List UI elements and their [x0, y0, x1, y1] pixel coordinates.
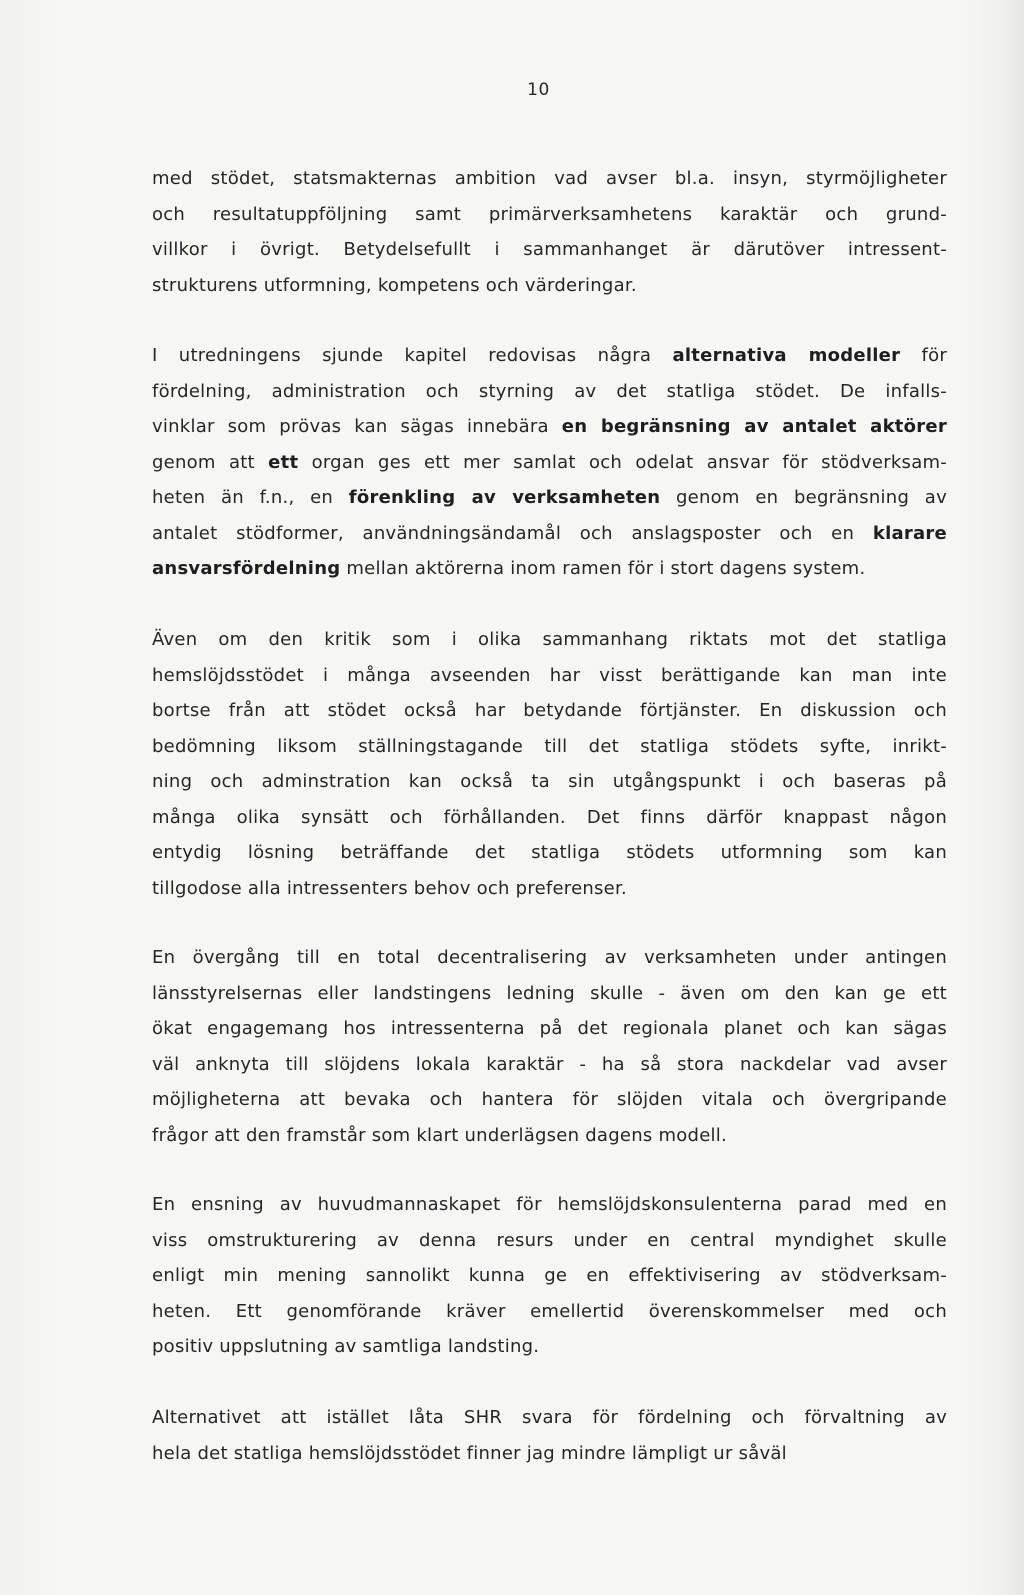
- bold-text-segment: ansvarsfördelning: [152, 558, 341, 579]
- text-line: [152, 940, 947, 976]
- text-line: [152, 1082, 947, 1118]
- text-segment: hela det statliga hemslöjdsstödet finner jag mindre lämpligt ur såväl: [152, 1442, 787, 1464]
- text-segment: tillgodose alla intressenters behov och preferenser.: [152, 877, 627, 899]
- paragraph: [152, 161, 947, 303]
- text-segment: fördelning, administration och styrning av det statliga stödet. De infalls-: [152, 380, 947, 402]
- text-line: [152, 871, 947, 907]
- text-line: [152, 764, 947, 800]
- text-line: [152, 800, 947, 836]
- text-segment: mellan aktörerna inom ramen för i stort dagens system.: [340, 558, 866, 579]
- text-segment: med stödet, statsmakternas ambition vad avser bl.a. insyn, styrmöjligheter: [152, 168, 947, 189]
- text-segment: genom att: [152, 451, 269, 473]
- text-segment: entydig lösning beträffande det statliga stödets utformning som kan: [152, 842, 947, 863]
- text-segment: och resultatuppföljning samt primärverksamhetens karaktär och grund-: [152, 203, 947, 225]
- text-segment: antalet stödformer, användningsändamål och anslagsposter och en: [152, 522, 873, 544]
- text-segment: väl anknyta till slöjdens lokala karaktär - ha så stora nackdelar vad avser: [152, 1053, 947, 1075]
- text-line: [152, 1047, 947, 1083]
- text-line: [152, 338, 947, 374]
- text-segment: organ ges ett mer samlat och odelat ansvar för stödverksam-: [298, 451, 947, 473]
- text-line: [152, 658, 947, 694]
- text-line: [152, 232, 947, 268]
- text-segment: frågor att den framstår som klart underlägsen dagens modell.: [152, 1124, 727, 1146]
- text-line: [152, 161, 947, 197]
- text-segment: bortse från att stödet också har betydande förtjänster. En diskussion och: [152, 700, 947, 721]
- text-line: [152, 551, 947, 587]
- text-segment: positiv uppslutning av samtliga landsting.: [152, 1336, 540, 1357]
- text-line: [152, 1223, 947, 1259]
- text-segment: villkor i övrigt. Betydelsefullt i sammanhanget är därutöver intressent-: [152, 239, 947, 260]
- text-segment: många olika synsätt och förhållanden. Det finns därför knappast någon: [152, 806, 947, 828]
- text-segment: Även om den kritik som i olika sammanhang riktats mot det statliga: [152, 629, 947, 650]
- text-line: [152, 622, 947, 658]
- text-line: [152, 445, 947, 481]
- paragraph: [152, 940, 947, 1153]
- text-line: [152, 693, 947, 729]
- text-segment: möjligheterna att bevaka och hantera för slöjden vitala och övergripande: [152, 1089, 947, 1110]
- text-line: [152, 516, 947, 552]
- text-line: [152, 976, 947, 1012]
- text-line: [152, 197, 947, 233]
- text-line: [152, 1187, 947, 1223]
- page-number: 10: [527, 80, 550, 100]
- text-segment: En ensning av huvudmannaskapet för hemslöjdskonsulenterna parad med en: [152, 1194, 947, 1215]
- text-segment: I utredningens sjunde kapitel redovisas några: [152, 345, 673, 366]
- paragraph: [152, 1400, 947, 1471]
- text-segment: viss omstrukturering av denna resurs under en central myndighet skulle: [152, 1229, 947, 1251]
- text-line: [152, 1436, 947, 1472]
- text-line: [152, 409, 947, 445]
- bold-text-segment: alternativa modeller: [672, 345, 901, 366]
- text-segment: genom en begränsning av: [660, 487, 947, 508]
- paragraph: [152, 338, 947, 587]
- text-line: [152, 268, 947, 304]
- text-segment: ning och adminstration kan också ta sin utgångspunkt i och baseras på: [152, 771, 947, 792]
- text-segment: strukturens utformning, kompetens och värderingar.: [152, 274, 637, 296]
- bold-text-segment: ett: [268, 451, 299, 473]
- page-edge-shadow: [1010, 0, 1024, 1595]
- text-line: [152, 1294, 947, 1330]
- text-line: [152, 374, 947, 410]
- text-line: [152, 729, 947, 765]
- text-line: [152, 480, 947, 516]
- bold-text-segment: klarare: [872, 522, 947, 544]
- paragraph: [152, 622, 947, 906]
- text-segment: enligt min mening sannolikt kunna ge en effektivisering av stödverksam-: [152, 1265, 947, 1286]
- text-line: [152, 1118, 947, 1154]
- paragraph: [152, 1187, 947, 1365]
- text-segment: länsstyrelsernas eller landstingens ledning skulle - även om den kan ge ett: [152, 982, 947, 1004]
- bold-text-segment: förenkling av verksamheten: [348, 487, 661, 508]
- text-segment: för: [900, 345, 947, 366]
- text-segment: vinklar som prövas kan sägas innebära: [152, 416, 562, 437]
- text-segment: ökat engagemang hos intressenterna på det regionala planet och kan sägas: [152, 1018, 947, 1039]
- bold-text-segment: en begränsning av antalet aktörer: [561, 416, 947, 437]
- text-segment: heten än f.n., en: [152, 487, 349, 508]
- text-line: [152, 1329, 947, 1365]
- text-line: [152, 1011, 947, 1047]
- text-segment: heten. Ett genomförande kräver emellertid överenskommelser med och: [152, 1300, 947, 1322]
- text-segment: Alternativet att istället låta SHR svara för fördelning och förvaltning av: [152, 1407, 947, 1428]
- text-segment: En övergång till en total decentralisering av verksamheten under antingen: [152, 947, 947, 968]
- text-line: [152, 1400, 947, 1436]
- text-segment: bedömning liksom ställningstagande till det statliga stödets syfte, inrikt-: [152, 735, 947, 757]
- text-segment: hemslöjdsstödet i många avseenden har visst berättigande kan man inte: [152, 664, 947, 686]
- text-line: [152, 835, 947, 871]
- text-line: [152, 1258, 947, 1294]
